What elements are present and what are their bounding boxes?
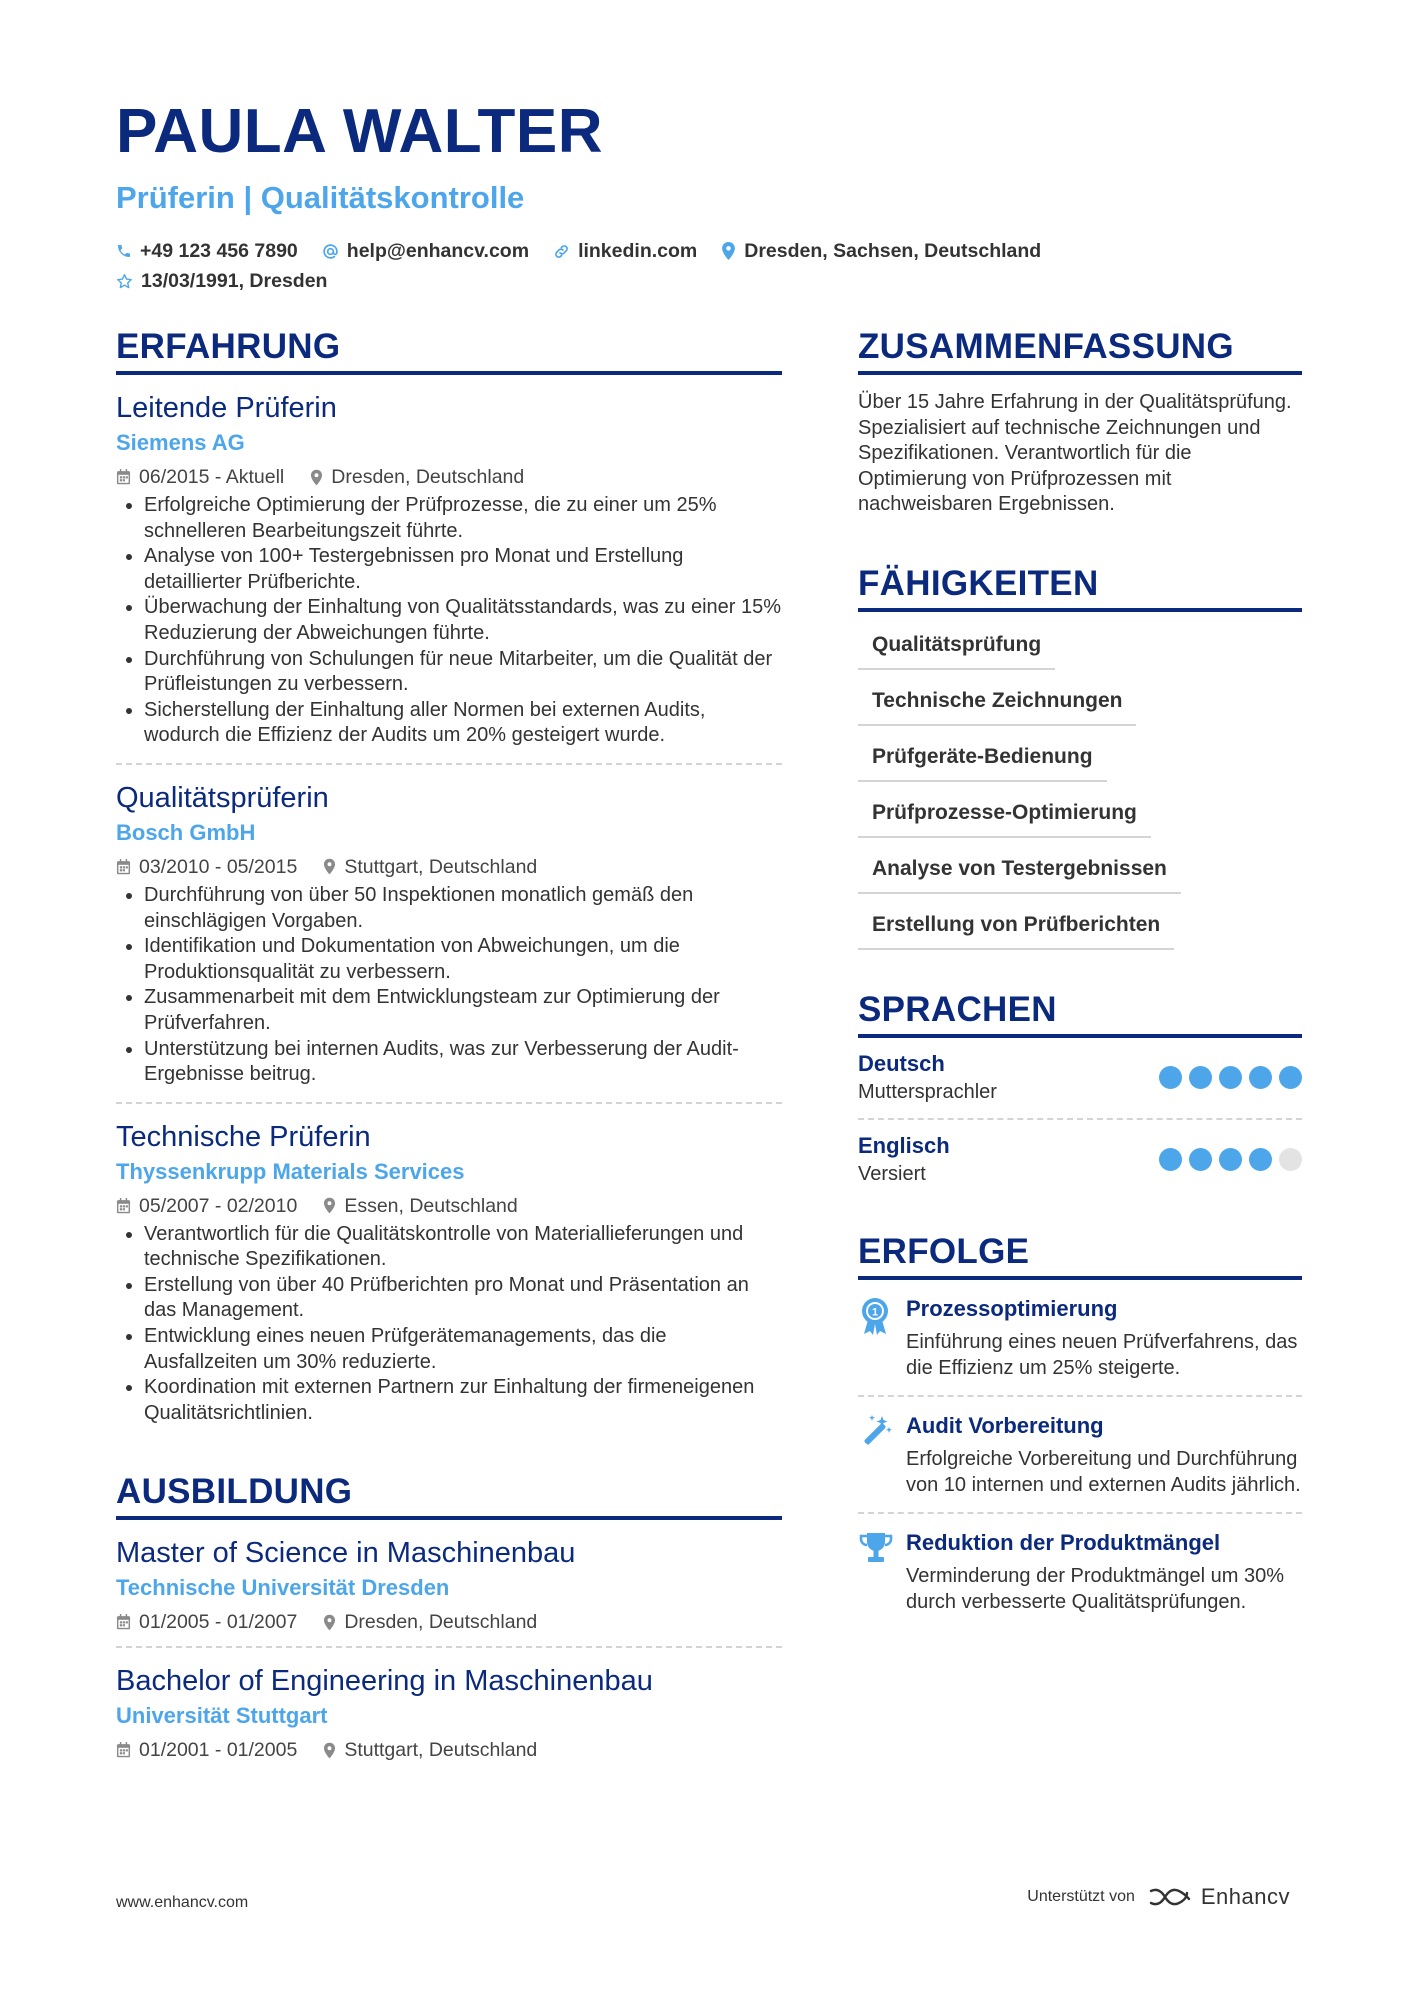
education-dates-text: 01/2005 - 01/2007: [139, 1611, 298, 1634]
job-bullet: • Verantwortlich für die Qualitätskontrolle von Materiallieferungen und technische Spezifikationen.: [144, 1222, 782, 1273]
job-dates: [116, 463, 284, 491]
contact-birth: [116, 266, 327, 296]
summary-text: Über 15 Jahre Erfahrung in der Qualitätsprüfung. Spezialisiert auf technische Zeichnungen und Spezifikationen. Verantwortlich für die Optimierung von Prüfprozessen mit nachweisbaren Ergebnissen.: [858, 391, 1292, 516]
linkedin-text: linkedin.com: [578, 240, 698, 262]
skills-list: [858, 626, 1302, 962]
language-level: Versiert: [858, 1162, 926, 1185]
resume-header: [116, 96, 1306, 296]
job-bullet: • Analyse von 100+ Testergebnissen pro Monat und Erstellung detaillierter Prüfberichte.: [144, 544, 782, 595]
achievement-title: Reduktion der Produktmängel: [906, 1530, 1221, 1556]
rating-dot-filled: [1159, 1066, 1182, 1089]
location-pin-icon: [323, 858, 336, 875]
education-entry: [116, 1648, 782, 1774]
rating-dot-filled: [1189, 1066, 1212, 1089]
contact-phone: [116, 236, 298, 266]
experience-entry: [116, 1104, 782, 1441]
job-meta: [116, 853, 782, 881]
language-rating: [1152, 1066, 1302, 1089]
education-entry: [116, 1520, 782, 1648]
school-name: Technische Universität Dresden: [116, 1575, 450, 1601]
job-bullets: [116, 493, 782, 749]
skill-tag: Prüfprozesse-Optimierung: [858, 794, 1151, 838]
contact-list: [116, 236, 1306, 266]
right-column: [858, 325, 1302, 1630]
job-bullet: • Durchführung von über 50 Inspektionen monatlich gemäß den einschlägigen Vorgaben.: [144, 883, 782, 934]
language-entry: [858, 1120, 1302, 1200]
job-bullet: • Durchführung von Schulungen für neue Mitarbeiter, um die Qualität der Prüfleistungen zu verbessern.: [144, 647, 782, 698]
education-dates: [116, 1736, 297, 1764]
company-name: Bosch GmbH: [116, 819, 256, 845]
achievement-icon-wrap: [858, 1294, 906, 1381]
calendar-icon: [116, 859, 131, 875]
job-bullet: • Erfolgreiche Optimierung der Prüfprozesse, die zu einer um 25% schnelleren Bearbeitungszeit führte.: [144, 493, 782, 544]
language-level: Muttersprachler: [858, 1080, 997, 1103]
job-bullets: [116, 883, 782, 1088]
education-location: [323, 1608, 537, 1636]
birth-text: 13/03/1991, Dresden: [141, 270, 328, 292]
job-dates: [116, 853, 297, 881]
star-icon: [116, 273, 133, 290]
experience-entry: [116, 765, 782, 1104]
company-name: Siemens AG: [116, 430, 245, 455]
location-pin-icon: [310, 469, 323, 486]
job-location-text: Dresden, Deutschland: [331, 466, 525, 488]
summary-heading: ZUSAMMENFASSUNG: [858, 325, 1302, 375]
phone-text: +49 123 456 7890: [140, 240, 298, 262]
job-bullets: [116, 1222, 782, 1427]
school-name: Universität Stuttgart: [116, 1703, 328, 1729]
rating-dot-filled: [1249, 1066, 1272, 1089]
job-meta: [116, 463, 782, 491]
language-name: Englisch: [858, 1132, 950, 1158]
job-dates-text: 06/2015 - Aktuell: [139, 466, 285, 488]
location-pin-icon: [323, 1742, 336, 1759]
job-dates-text: 03/2010 - 05/2015: [139, 855, 298, 878]
achievement-text: Einführung eines neuen Prüfverfahrens, das die Effizienz um 25% steigerte.: [906, 1330, 1298, 1379]
job-bullet: • Identifikation und Dokumentation von Abweichungen, um die Produktionsqualität zu verbessern.: [144, 934, 782, 985]
skill-tag: Technische Zeichnungen: [858, 682, 1136, 726]
degree-title: Master of Science in Maschinenbau: [116, 1537, 576, 1570]
email-text: help@enhancv.com: [346, 240, 530, 262]
job-bullet: • Unterstützung bei internen Audits, was zur Verbesserung der Audit-Ergebnisse beitrug.: [144, 1037, 782, 1088]
job-bullet: • Überwachung der Einhaltung von Qualitätsstandards, was zu einer 15% Reduzierung der Abweichungen führte.: [144, 595, 782, 646]
job-location-text: Essen, Deutschland: [344, 1194, 518, 1217]
achievement-title: Audit Vorbereitung: [906, 1413, 1104, 1439]
achievement-entry: [858, 1514, 1302, 1629]
link-icon: [553, 243, 570, 260]
svg-text:1: 1: [871, 1306, 879, 1319]
at-icon: [322, 243, 339, 260]
job-meta: [116, 1192, 782, 1220]
contact-linkedin[interactable]: [553, 236, 697, 266]
calendar-icon: [116, 1742, 131, 1758]
achievement-icon-wrap: [858, 1528, 906, 1615]
calendar-icon: [116, 1198, 131, 1214]
company-name: Thyssenkrupp Materials Services: [116, 1158, 465, 1184]
job-title: Qualitätsprüferin: [116, 781, 329, 814]
job-location: [323, 1192, 517, 1220]
footer-branding: [1027, 1884, 1290, 1910]
job-title: Technische Prüferin: [116, 1120, 371, 1153]
enhancv-logo-icon: [1147, 1885, 1193, 1909]
location-text: Dresden, Sachsen, Deutschland: [744, 240, 1042, 262]
job-dates: [116, 1192, 297, 1220]
rating-dot-filled: [1189, 1148, 1212, 1171]
rating-dot-filled: [1279, 1066, 1302, 1089]
achievements-heading: ERFOLGE: [858, 1230, 1302, 1280]
degree-title: Bachelor of Engineering in Maschinenbau: [116, 1665, 653, 1698]
rating-dot-filled: [1159, 1148, 1182, 1171]
education-heading: AUSBILDUNG: [116, 1470, 782, 1520]
job-dates-text: 05/2007 - 02/2010: [139, 1194, 298, 1217]
rating-dot-filled: [1219, 1148, 1242, 1171]
skill-tag: Prüfgeräte-Bedienung: [858, 738, 1107, 782]
education-meta: [116, 1608, 782, 1636]
achievement-text: Verminderung der Produktmängel um 30% durch verbesserte Qualitätsprüfungen.: [906, 1565, 1284, 1613]
rating-dot-filled: [1249, 1148, 1272, 1171]
achievement-title: Prozessoptimierung: [906, 1295, 1118, 1321]
job-bullet: • Sicherstellung der Einhaltung aller Normen bei externen Audits, wodurch die Effizienz der Audits um 20% gesteigert wurde.: [144, 698, 782, 749]
rating-dot-filled: [1219, 1066, 1242, 1089]
job-title: Leitende Prüferin: [116, 392, 337, 424]
candidate-name: PAULA WALTER: [116, 97, 604, 166]
magic-wand-icon: [858, 1413, 894, 1449]
footer-website[interactable]: www.enhancv.com: [116, 1894, 249, 1911]
award-ribbon-icon: [858, 1296, 892, 1336]
language-rating: [1152, 1148, 1302, 1171]
experience-heading: ERFAHRUNG: [116, 325, 782, 375]
job-location: [310, 463, 524, 491]
education-dates: [116, 1608, 297, 1636]
location-pin-icon: [721, 242, 736, 260]
trophy-icon: [858, 1530, 894, 1566]
location-pin-icon: [323, 1614, 336, 1631]
job-bullet: • Entwicklung eines neuen Prüfgerätemanagements, das die Ausfallzeiten um 30% reduzierte.: [144, 1324, 782, 1375]
education-meta: [116, 1736, 782, 1764]
job-location: [323, 853, 537, 881]
contact-row-2: [116, 266, 1306, 296]
brand-name: Enhancv: [1200, 1884, 1290, 1909]
education-location-text: Stuttgart, Deutschland: [344, 1739, 538, 1762]
location-pin-icon: [323, 1197, 336, 1214]
contact-email[interactable]: [322, 236, 529, 266]
calendar-icon: [116, 1614, 131, 1630]
left-column: [116, 325, 782, 1774]
education-dates-text: 01/2001 - 01/2005: [139, 1739, 298, 1762]
language-name: Deutsch: [858, 1050, 945, 1076]
languages-heading: SPRACHEN: [858, 988, 1302, 1038]
education-location: [323, 1736, 537, 1764]
skills-heading: FÄHIGKEITEN: [858, 562, 1302, 612]
phone-icon: [116, 243, 132, 259]
achievement-icon-wrap: [858, 1411, 906, 1498]
candidate-title: Prüferin | Qualitätskontrolle: [116, 180, 525, 215]
skill-tag: Qualitätsprüfung: [858, 626, 1055, 670]
achievement-entry: [858, 1397, 1302, 1514]
education-location-text: Dresden, Deutschland: [344, 1611, 538, 1634]
powered-by-text: Unterstützt von: [1027, 1888, 1135, 1905]
job-bullet: • Koordination mit externen Partnern zur Einhaltung der firmeneigenen Qualitätsrichtlinien.: [144, 1375, 782, 1426]
job-bullet: • Zusammenarbeit mit dem Entwicklungsteam zur Optimierung der Prüfverfahren.: [144, 985, 782, 1036]
contact-location: [721, 236, 1041, 266]
rating-dot-empty: [1279, 1148, 1302, 1171]
job-bullet: • Erstellung von über 40 Prüfberichten pro Monat und Präsentation an das Management.: [144, 1273, 782, 1324]
achievement-entry: [858, 1280, 1302, 1397]
achievement-text: Erfolgreiche Vorbereitung und Durchführung von 10 internen und externen Audits jährlich.: [906, 1448, 1301, 1496]
experience-entry: [116, 375, 782, 765]
language-entry: [858, 1038, 1302, 1120]
calendar-icon: [116, 469, 131, 485]
skill-tag: Analyse von Testergebnissen: [858, 850, 1181, 894]
job-location-text: Stuttgart, Deutschland: [344, 855, 538, 878]
skill-tag: Erstellung von Prüfberichten: [858, 906, 1174, 950]
